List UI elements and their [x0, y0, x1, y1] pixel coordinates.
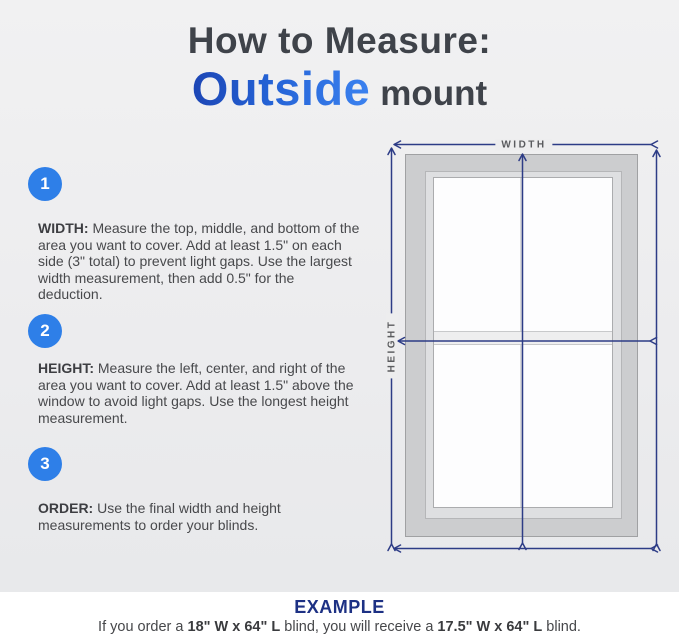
- step-1-body: Measure the top, middle, and bottom of the area you want to cover. Add at least 1.5" on each side (3" total) to prevent light gaps. Use the largest width measurement, then add 0.5" for the deduction.: [38, 220, 360, 303]
- example-order-size: 18" W x 64" L: [187, 619, 281, 635]
- example-suffix: blind.: [542, 619, 581, 635]
- height-dimension-label: HEIGHT: [387, 314, 398, 379]
- step-2-label: HEIGHT:: [38, 360, 94, 376]
- step-1-number: 1: [40, 174, 50, 193]
- step-3-label: ORDER:: [38, 500, 94, 516]
- step-1-badge: [28, 167, 62, 201]
- example-received-size: 17.5" W x 64" L: [437, 619, 543, 635]
- step-3-number: 3: [40, 454, 50, 473]
- example-middle: blind, you will receive a: [280, 619, 438, 635]
- example-prefix: If you order a: [98, 619, 188, 635]
- step-1-text: [38, 220, 362, 303]
- title-suffix-mount: mount: [380, 73, 488, 113]
- window-mullion-horizontal: [434, 331, 612, 345]
- window-panes: [433, 177, 613, 508]
- step-2-text: [38, 360, 362, 426]
- step-2-badge: [28, 314, 62, 348]
- step-3-text: [38, 500, 362, 533]
- step-3-body: Use the final width and height measurements to order your blinds.: [38, 500, 281, 533]
- step-2-body: Measure the left, center, and right of the area you want to cover. Add at least 1.5" above the window to avoid light gaps. Use the longest height measurement.: [38, 360, 354, 426]
- window-frame: [405, 154, 638, 537]
- page-title: [0, 22, 679, 113]
- title-highlight-outside: Outside: [191, 61, 371, 115]
- step-2-number: 2: [40, 321, 50, 340]
- step-3-badge: [28, 447, 62, 481]
- example-footer: [0, 592, 679, 644]
- example-sentence: [0, 619, 679, 635]
- step-1-label: WIDTH:: [38, 220, 89, 236]
- title-line-2: [0, 61, 679, 115]
- example-heading: EXAMPLE: [294, 597, 385, 617]
- width-dimension-label: WIDTH: [495, 140, 552, 151]
- title-line-1: How to Measure:: [187, 20, 492, 61]
